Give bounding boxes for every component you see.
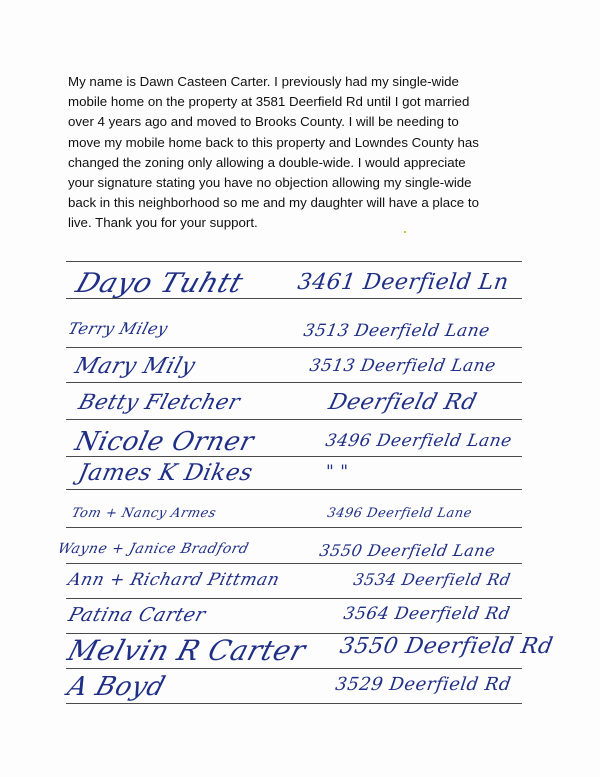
signature-entry: [0, 537, 600, 567]
address: 3534 Deerfield Rd: [352, 570, 513, 589]
signature-rule: [66, 598, 522, 599]
signature-entry: [0, 568, 600, 598]
signature-entry: [0, 460, 600, 490]
signature: Dayo Tuhtt: [72, 268, 248, 299]
signature: Betty Fletcher: [76, 390, 244, 414]
signature-rule: [66, 261, 522, 262]
address: 3461 Deerfield Ln: [296, 270, 511, 295]
address: 3529 Deerfield Rd: [334, 674, 513, 695]
address: 3550 Deerfield Lane: [318, 541, 497, 560]
letter-line: move my mobile home back to this property and Lowndes County has: [68, 134, 479, 150]
address: 3564 Deerfield Rd: [342, 604, 512, 624]
address: 3513 Deerfield Lane: [308, 356, 498, 376]
signature-entry: [0, 634, 600, 667]
signature-rule: [66, 347, 522, 348]
signature-rule: [66, 419, 522, 420]
ink-speck: [404, 231, 406, 233]
signature: Melvin R Carter: [64, 634, 310, 667]
petition-letter: [68, 72, 538, 234]
signature-entry: [0, 388, 600, 418]
letter-line: back in this neighborhood so me and my daughter will have a place to: [68, 195, 479, 211]
signature-entry: [0, 602, 600, 632]
signature: Nicole Orner: [72, 427, 258, 457]
signature-entry: [0, 315, 600, 345]
signature-entry: [0, 352, 600, 382]
signature: Patina Carter: [66, 604, 209, 626]
letter-line: changed the zoning only allowing a double-wide. I would appreciate: [68, 154, 466, 170]
signature-entry: [0, 266, 600, 299]
signature: A Boyd: [64, 672, 169, 702]
letter-line: your signature stating you have no objection allowing my single-wide: [68, 175, 472, 191]
signature-entry: [0, 500, 600, 530]
letter-line: live. Thank you for your support.: [68, 215, 258, 231]
signature: Mary Mily: [72, 354, 199, 379]
signature-entry: [0, 427, 600, 457]
address: " ": [326, 462, 349, 482]
signature-rule: [66, 703, 522, 704]
signature-entry: [0, 672, 600, 702]
signature: Terry Miley: [66, 319, 171, 338]
address: 3496 Deerfield Lane: [324, 431, 514, 451]
signature: Tom + Nancy Armes: [70, 506, 218, 521]
address: Deerfield Rd: [326, 390, 480, 415]
address: 3496 Deerfield Lane: [326, 506, 474, 521]
signature: Ann + Richard Pittman: [66, 570, 282, 590]
letter-line: My name is Dawn Casteen Carter. I previously had my single-wide: [68, 74, 459, 89]
signature: James K Dikes: [76, 460, 256, 486]
address: 3550 Deerfield Rd: [338, 634, 556, 659]
signature-rule: [66, 382, 522, 383]
letter-line: over 4 years ago and moved to Brooks County. I will be needing to: [68, 114, 459, 130]
address: 3513 Deerfield Lane: [302, 321, 492, 341]
letter-line: mobile home on the property at 3581 Deerfield Rd until I got married: [68, 94, 470, 110]
signature: Wayne + Janice Bradford: [56, 541, 251, 557]
signature-rule: [66, 668, 522, 669]
